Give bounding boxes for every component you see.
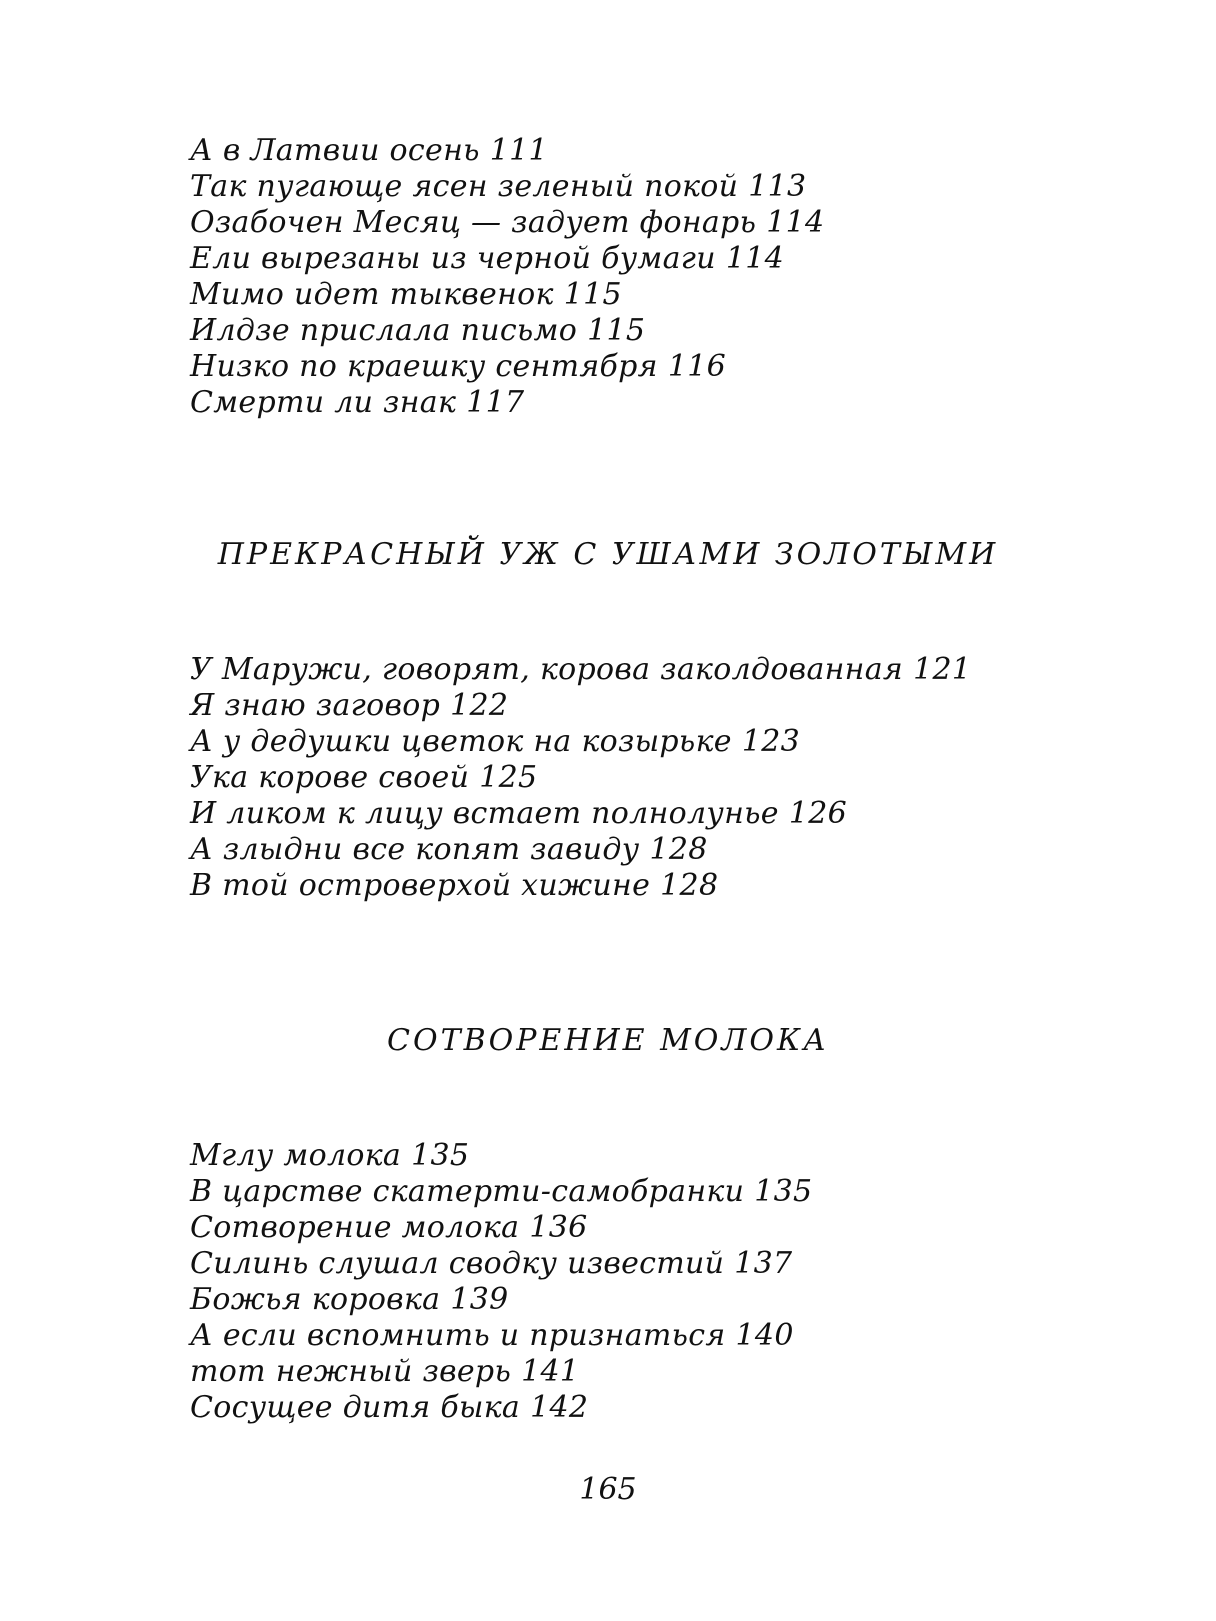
- entry-page: 135: [411, 1138, 470, 1173]
- entry-page: 136: [529, 1210, 588, 1245]
- toc-entry: [190, 1318, 1090, 1354]
- toc-group: [190, 1138, 1090, 1426]
- entry-page: 135: [754, 1174, 813, 1209]
- section-heading: ПРЕКРАСНЫЙ УЖ С УШАМИ ЗОЛОТЫМИ: [217, 537, 999, 572]
- entry-title: А в Латвии осень: [190, 133, 480, 168]
- entry-page: 128: [649, 832, 708, 867]
- toc-entry: [190, 385, 1090, 421]
- entry-page: 115: [563, 277, 622, 312]
- toc-entry: [190, 868, 1090, 904]
- toc-entry: [190, 688, 1090, 724]
- toc-entry: [190, 277, 1090, 313]
- toc-entry: [190, 1138, 1090, 1174]
- toc-entry: [190, 1390, 1090, 1426]
- entry-title: Так пугающе ясен зеленый покой: [190, 169, 739, 204]
- entry-page: 139: [450, 1282, 509, 1317]
- page-number: 165: [579, 1472, 637, 1507]
- entry-page: 115: [587, 313, 646, 348]
- toc-entry: [190, 349, 1090, 385]
- entry-page: 126: [788, 796, 848, 831]
- toc-entry: [190, 169, 1090, 205]
- entry-page: 125: [479, 760, 538, 795]
- toc-group: [190, 652, 1090, 904]
- entry-title: Сотворение молока: [190, 1210, 520, 1245]
- entry-title: А злыдни все копят завиду: [190, 832, 640, 867]
- toc-group: [190, 133, 1090, 421]
- entry-title: тот нежный зверь: [190, 1354, 512, 1389]
- toc-entry: [190, 1210, 1090, 1246]
- entry-page: 141: [521, 1354, 580, 1389]
- entry-page: 116: [667, 349, 726, 384]
- toc-entry: [190, 1354, 1090, 1390]
- entry-title: А у дедушки цветок на козырьке: [190, 724, 732, 759]
- entry-page: 137: [734, 1246, 793, 1281]
- entry-title: Божья коровка: [190, 1282, 441, 1317]
- toc-entry: [190, 1246, 1090, 1282]
- entry-page: 114: [725, 241, 785, 276]
- entry-title: Илдзе прислала письмо: [190, 313, 578, 348]
- entry-title: Смерти ли знак: [190, 385, 457, 420]
- entry-page: 113: [748, 169, 807, 204]
- toc-entry: [190, 313, 1090, 349]
- entry-page: 117: [466, 385, 525, 420]
- entry-title: Низко по краешку сентября: [190, 349, 658, 384]
- entry-title: Сосущее дитя быка: [190, 1390, 521, 1425]
- entry-title: Мглу молока: [190, 1138, 402, 1173]
- entry-page: 128: [660, 868, 719, 903]
- entry-title: У Маружи, говорят, корова заколдованная: [190, 652, 904, 687]
- entry-title: В той островерхой хижине: [190, 868, 651, 903]
- entry-title: Озабочен Месяц — задует фонарь: [190, 205, 757, 240]
- entry-title: Ука корове своей: [190, 760, 470, 795]
- toc-entry: [190, 205, 1090, 241]
- entry-title: А если вспомнить и признаться: [190, 1318, 726, 1353]
- entry-page: 122: [450, 688, 509, 723]
- toc-entry: [190, 760, 1090, 796]
- entry-page: 142: [530, 1390, 589, 1425]
- entry-page: 111: [489, 133, 548, 168]
- entry-title: Мимо идет тыквенок: [190, 277, 554, 312]
- toc-entry: [190, 832, 1090, 868]
- toc-entry: [190, 724, 1090, 760]
- entry-title: В царстве скатерти-самобранки: [190, 1174, 745, 1209]
- toc-entry: [190, 241, 1090, 277]
- entry-page: 140: [735, 1318, 794, 1353]
- entry-page: 121: [913, 652, 972, 687]
- toc-entry: [190, 1174, 1090, 1210]
- entry-title: И ликом к лицу встает полнолунье: [190, 796, 779, 831]
- toc-entry: [190, 1282, 1090, 1318]
- entry-title: Я знаю заговор: [190, 688, 441, 723]
- toc-entry: [190, 652, 1090, 688]
- toc-entry: [190, 796, 1090, 832]
- entry-title: Силинь слушал сводку известий: [190, 1246, 725, 1281]
- entry-page: 114: [766, 205, 825, 240]
- entry-page: 123: [741, 724, 801, 759]
- section-heading: СОТВОРЕНИЕ МОЛОКА: [387, 1023, 829, 1058]
- toc-entry: [190, 133, 1090, 169]
- entry-title: Ели вырезаны из черной бумаги: [190, 241, 716, 276]
